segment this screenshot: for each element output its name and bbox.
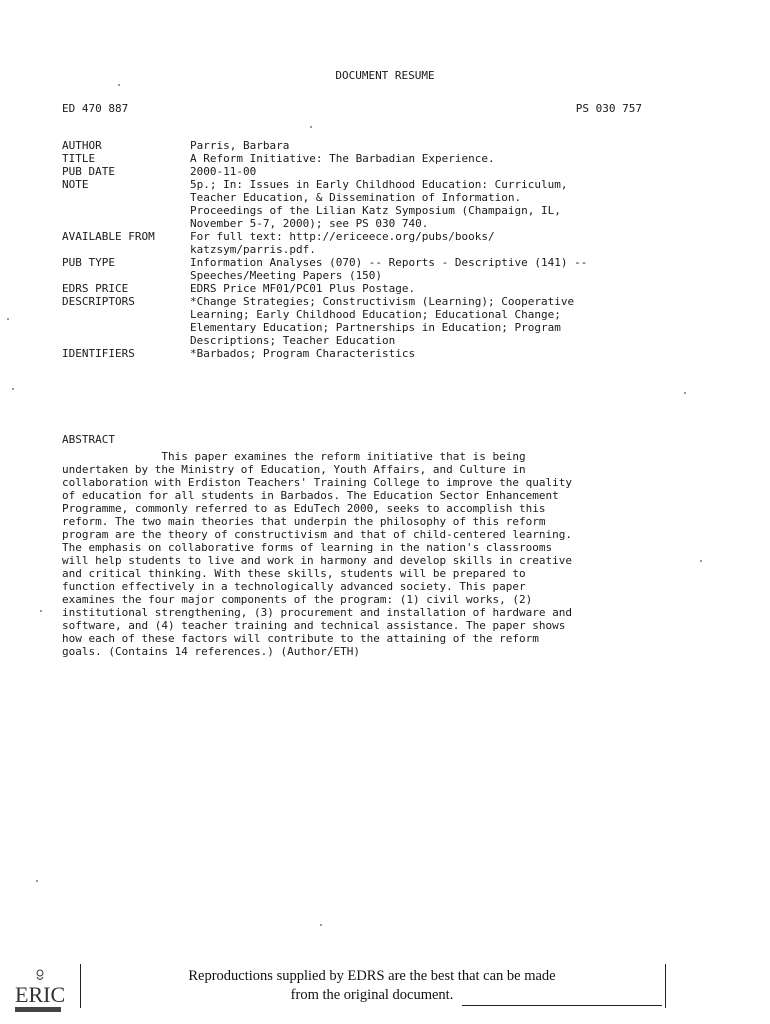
field-label: EDRS PRICE <box>62 282 129 295</box>
field-value: Information Analyses (070) -- Reports - Descriptive (141) -- Speeches/Meeting Papers (150) <box>190 256 588 282</box>
field-value: EDRS Price MF01/PC01 Plus Postage. <box>190 282 416 295</box>
field-identifiers <box>62 347 650 360</box>
field-descriptors <box>62 295 650 347</box>
field-value: Parris, Barbara <box>190 139 290 152</box>
scan-speck <box>12 388 14 390</box>
scan-speck <box>36 880 38 882</box>
notice-line-2: from the original document. <box>290 987 454 1003</box>
field-value: 2000-11-00 <box>190 165 257 178</box>
reproduction-notice <box>80 967 664 1005</box>
field-label: IDENTIFIERS <box>62 347 135 360</box>
eric-logo-text: ERIC <box>15 982 66 1007</box>
field-value: 5p.; In: Issues in Early Childhood Education: Curriculum, Teacher Education, & Dissemination of Information. Proceedings of the Lilian Katz Symposium (Champaign, IL, November 5-7, 2000); see PS 030 740. <box>190 178 568 230</box>
field-value: For full text: http://ericeece.org/pubs/books/ katzsym/parris.pdf. <box>190 230 495 256</box>
field-value: *Barbados; Program Characteristics <box>190 347 416 360</box>
field-label: NOTE <box>62 178 89 191</box>
field-label: AUTHOR <box>62 139 102 152</box>
scan-speck <box>40 610 42 612</box>
scan-speck <box>7 318 9 320</box>
abstract-text: This paper examines the reform initiative that is being undertaken by the Ministry of Education, Youth Affairs, and Culture in collaboration with Erdiston Teachers' Training College to improve the quality of education for all students in Barbados. The Education Sector Enhancement Programme, commonly referred to as EduTech 2000, seeks to accomplish this reform. The two main theories that underpin the philosophy of this reform program are the theory of constructivism and that of child-centered learning. The emphasis on collaborative forms of learning in the nation's classrooms will help students to live and work in harmony and develop skills in creative and critical thinking. With these skills, students will be prepared to function effectively in a technologically advanced society. This paper examines the four major components of the program: (1) civil works, (2) institutional strengthening, (3) procurement and installation of hardware and software, and (4) teacher training and technical assistance. The paper shows how each of these factors will contribute to the attaining of the reform goals. (Contains 14 references.) (Author/ETH) <box>62 450 572 658</box>
field-value: A Reform Initiative: The Barbadian Experience. <box>190 152 495 165</box>
field-pub-type <box>62 256 650 282</box>
notice-line-1: Reproductions supplied by EDRS are the best that can be made <box>188 968 556 984</box>
ed-number: ED 470 887 <box>62 102 129 115</box>
field-edrs-price <box>62 282 650 295</box>
field-label: DESCRIPTORS <box>62 295 135 308</box>
metadata-fields <box>62 139 650 360</box>
scan-speck <box>684 392 686 394</box>
scan-speck <box>320 924 322 926</box>
field-available-from <box>62 230 650 256</box>
field-pub-date <box>62 165 650 178</box>
field-label: PUB TYPE <box>62 256 115 269</box>
ps-number: PS 030 757 <box>575 102 642 115</box>
field-value: *Change Strategies; Constructivism (Learning); Cooperative Learning; Early Childhood Education; Educational Change; Elementary Education; Partnerships in Education; Program Descriptions; Teacher Education <box>190 295 575 347</box>
field-author <box>62 139 650 152</box>
footer-underline <box>462 1005 662 1006</box>
scan-speck <box>310 126 312 128</box>
field-title <box>62 152 650 165</box>
field-label: AVAILABLE FROM <box>62 230 155 243</box>
abstract-label: ABSTRACT <box>62 433 115 446</box>
field-label: TITLE <box>62 152 96 165</box>
eric-logo <box>10 966 68 1016</box>
field-note <box>62 178 650 230</box>
scan-speck <box>118 84 120 86</box>
field-label: PUB DATE <box>62 165 115 178</box>
scan-speck <box>700 560 702 562</box>
document-title: DOCUMENT RESUME <box>335 69 435 82</box>
